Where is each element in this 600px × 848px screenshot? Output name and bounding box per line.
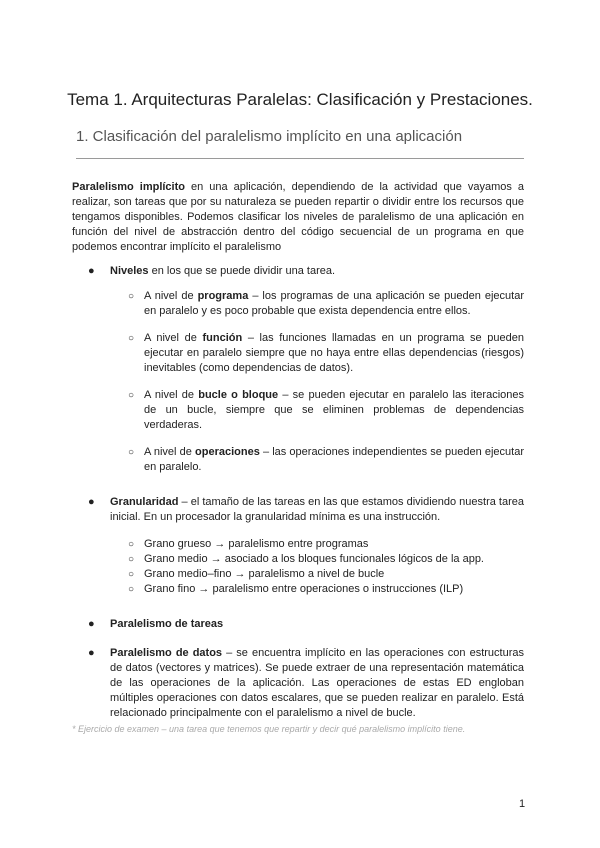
circle-bullet-icon: ○ [128, 390, 135, 401]
sub-item-text: – las funciones llamadas en un programa se pueden ejecutar en paralelo siempre que no haya entre ellas dependencias (riesgos) inevitables (como dependencias de datos). [144, 332, 524, 374]
sub-item-term: programa [197, 290, 249, 302]
bullet-dot-icon: ● [88, 618, 95, 630]
datos-text: – se encuentra implícito en las operaciones con estructuras de datos (vectores y matrices). Se puede extraer de una representación matemática de las operaciones de la aplicación. Las operaciones de estas ED engloban múltiples operaciones con datos escalares, que se pueden realizar en paralelo. Está relacionado principalmente con el paralelismo a nivel de bucle. [110, 647, 524, 719]
niveles-term: Niveles [110, 265, 149, 277]
bullet-tareas [72, 617, 524, 632]
granularidad-term: Granularidad [110, 496, 179, 508]
sub-item-term: bucle o bloque [198, 389, 279, 401]
sub-item-prefix: A nivel de [144, 290, 198, 302]
circle-bullet-icon: ○ [128, 447, 135, 458]
circle-bullet-icon: ○ [128, 569, 135, 580]
datos-term: Paralelismo de datos [110, 647, 223, 659]
bullet-dot-icon: ● [88, 265, 95, 277]
grano-text: Grano grueso → paralelismo entre programas [144, 538, 369, 550]
grano-item [72, 567, 524, 582]
sub-item-text: – se pueden ejecutar en paralelo las iteraciones de un bucle, siempre que se eliminen problemas de dependencias verdaderas. [144, 389, 524, 431]
granularidad-text: – el tamaño de las tareas en las que estamos dividiendo nuestra tarea inicial. En un procesador la granularidad mínima es una instrucción. [110, 496, 524, 523]
sub-item-prefix: A nivel de [144, 332, 203, 344]
circle-bullet-icon: ○ [128, 584, 135, 595]
circle-bullet-icon: ○ [128, 539, 135, 550]
circle-bullet-icon: ○ [128, 291, 135, 302]
bullet-granularidad [72, 495, 524, 597]
bullet-dot-icon: ● [88, 647, 95, 659]
section-heading: 1. Clasificación del paralelismo implícito en una aplicación [76, 128, 463, 145]
grano-item [72, 537, 524, 552]
sub-item-prefix: A nivel de [144, 446, 196, 458]
sub-item-operaciones [72, 445, 524, 475]
page-number: 1 [519, 798, 526, 810]
exam-note: * Ejercicio de examen – una tarea que tenemos que repartir y decir qué paralelismo implícito tiene. [72, 724, 466, 734]
sub-item-text: – los programas de una aplicación se pueden ejecutar en paralelo y es poco probable que exista dependencia entre ellos. [144, 290, 524, 317]
intro-bold-term: Paralelismo implícito [72, 181, 185, 193]
grano-text: Grano medio–fino → paralelismo a nivel de bucle [144, 568, 385, 580]
circle-bullet-icon: ○ [128, 554, 135, 565]
grano-item [72, 552, 524, 567]
circle-bullet-icon: ○ [128, 333, 135, 344]
grano-item [72, 582, 524, 597]
sub-item-bucle [72, 388, 524, 433]
heading-divider [76, 158, 524, 159]
sub-item-term: operaciones [195, 446, 260, 458]
page-title: Tema 1. Arquitecturas Paralelas: Clasificación y Prestaciones. [67, 90, 533, 109]
sub-item-funcion [72, 331, 524, 376]
niveles-sublist [72, 289, 524, 475]
bullet-datos [72, 646, 524, 721]
main-bullet-list [72, 264, 524, 721]
tareas-term: Paralelismo de tareas [110, 618, 224, 630]
sub-item-prefix: A nivel de [144, 389, 199, 401]
bullet-dot-icon: ● [88, 496, 95, 508]
sub-item-text: – las operaciones independientes se pueden ejecutar en paralelo. [144, 446, 524, 473]
niveles-text: en los que se puede dividir una tarea. [148, 265, 336, 277]
intro-paragraph [72, 180, 524, 255]
sub-item-programa [72, 289, 524, 319]
grano-text: Grano fino → paralelismo entre operaciones o instrucciones (ILP) [144, 583, 464, 595]
sub-item-term: función [202, 332, 243, 344]
granularidad-sublist [72, 537, 524, 597]
intro-text: en una aplicación, dependiendo de la actividad que vayamos a realizar, son tareas que por su naturaleza se pueden repartir o dividir entre los recursos que tengamos disponibles. Podemos clasificar los niveles de paralelismo de una aplicación en función del nivel de abstracción dentro del código secuencial de un programa en que podemos encontrar implícito el paralelismo [72, 181, 524, 253]
grano-text: Grano medio → asociado a los bloques funcionales lógicos de la app. [144, 553, 484, 565]
bullet-niveles [72, 264, 524, 475]
